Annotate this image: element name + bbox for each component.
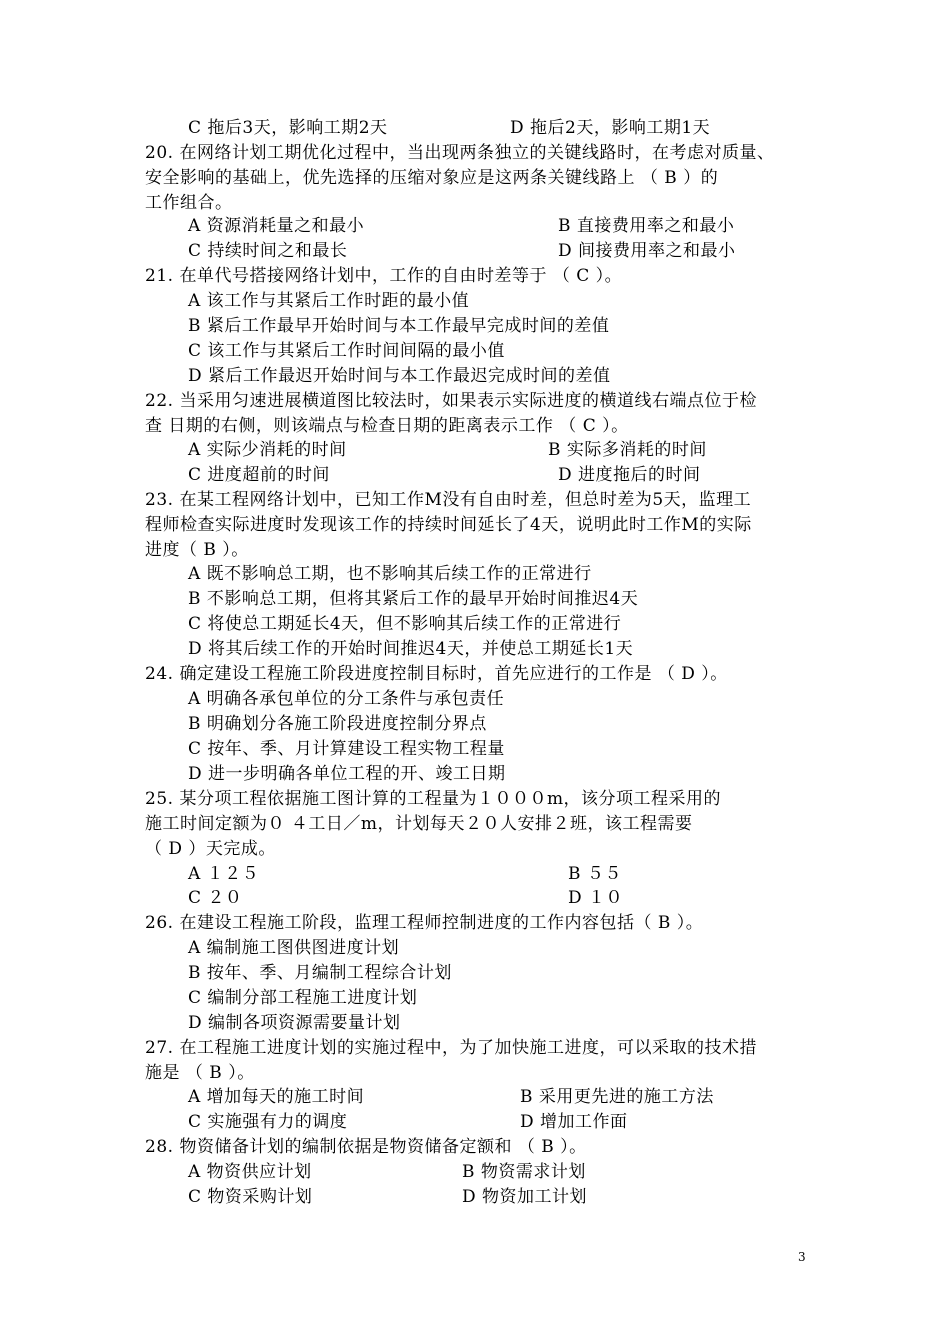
text-line: 26. 在建设工程施工阶段，监理工程师控制进度的工作内容包括（ B ）。 [145, 913, 704, 933]
option-text: C 物资采购计划 [188, 1187, 313, 1207]
text-line: 进度（ B ）。 [145, 540, 249, 560]
option-text: C ２０ [188, 888, 243, 908]
text-line: 25. 某分项工程依据施工图计算的工程量为１０００m，该分项工程采用的 [145, 789, 722, 809]
option-text: C 实施强有力的调度 [188, 1112, 348, 1132]
option-text: D 间接费用率之和最小 [558, 241, 736, 261]
page-number: 3 [798, 1250, 806, 1264]
option-text: B 按年、季、月编制工程综合计划 [188, 963, 452, 983]
option-text: D 编制各项资源需要量计划 [188, 1013, 401, 1033]
option-text: A 既不影响总工期，也不影响其后续工作的正常进行 [188, 564, 592, 584]
text-line: 施工时间定额为０ ４工日／m，计划每天２０人安排２班，该工程需要 [145, 814, 693, 834]
option-text: C 将使总工期延长4天，但不影响其后续工作的正常进行 [188, 614, 622, 634]
option-text: A 明确各承包单位的分工条件与承包责任 [188, 689, 505, 709]
option-text: B 不影响总工期，但将其紧后工作的最早开始时间推迟4天 [188, 589, 639, 609]
option-text: D 将其后续工作的开始时间推迟4天，并使总工期延长1天 [188, 639, 634, 659]
option-text: C 进度超前的时间 [188, 465, 330, 485]
option-text: A 资源消耗量之和最小 [188, 216, 365, 236]
text-line: 22. 当采用匀速进展横道图比较法时，如果表示实际进度的横道线右端点位于检 [145, 391, 757, 411]
text-line: 安全影响的基础上，优先选择的压缩对象应是这两条关键线路上 （ B ）的 [145, 168, 719, 188]
text-line: 20. 在网络计划工期优化过程中，当出现两条独立的关键线路时，在考虑对质量、 [145, 143, 775, 163]
text-line: 24. 确定建设工程施工阶段进度控制目标时，首先应进行的工作是 （ D ）。 [145, 664, 728, 684]
option-text: D 进一步明确各单位工程的开、竣工日期 [188, 764, 506, 784]
option-text: B 实际多消耗的时间 [548, 440, 707, 460]
option-text: B 紧后工作最早开始时间与本工作最早完成时间的差值 [188, 316, 610, 336]
option-text: D 增加工作面 [520, 1112, 628, 1132]
option-text: B 物资需求计划 [462, 1162, 586, 1182]
option-text: A 增加每天的施工时间 [188, 1087, 365, 1107]
option-text: D 物资加工计划 [462, 1187, 588, 1207]
text-line: 程师检查实际进度时发现该工作的持续时间延长了4天，说明此时工作M的实际 [145, 515, 752, 535]
option-text: C 按年、季、月计算建设工程实物工程量 [188, 739, 505, 759]
option-text: A 该工作与其紧后工作时距的最小值 [188, 291, 470, 311]
option-text: C 拖后3天，影响工期2天 [188, 118, 388, 138]
option-text: D 拖后2天，影响工期1天 [510, 118, 711, 138]
text-line: 28. 物资储备计划的编制依据是物资储备定额和 （ B ）。 [145, 1137, 587, 1157]
option-text: D 紧后工作最迟开始时间与本工作最迟完成时间的差值 [188, 366, 611, 386]
text-line: 工作组合。 [145, 193, 233, 213]
option-text: C 持续时间之和最长 [188, 241, 348, 261]
option-text: A 实际少消耗的时间 [188, 440, 347, 460]
option-text: B 明确划分各施工阶段进度控制分界点 [188, 714, 487, 734]
text-line: 施是 （ B ）。 [145, 1063, 255, 1083]
option-text: B 采用更先进的施工方法 [520, 1087, 714, 1107]
option-text: A 物资供应计划 [188, 1162, 312, 1182]
option-text: D 进度拖后的时间 [558, 465, 701, 485]
text-line: 21. 在单代号搭接网络计划中，工作的自由时差等于 （ C ）。 [145, 266, 623, 286]
option-text: A １２５ [188, 864, 260, 884]
option-text: A 编制施工图供图进度计划 [188, 938, 400, 958]
option-text: D １０ [568, 888, 624, 908]
option-text: B ５５ [568, 864, 622, 884]
text-line: （ D ）天完成。 [145, 839, 276, 859]
text-line: 查 日期的右侧，则该端点与检查日期的距离表示工作 （ C ）。 [145, 416, 629, 436]
option-text: C 编制分部工程施工进度计划 [188, 988, 418, 1008]
text-line: 27. 在工程施工进度计划的实施过程中，为了加快施工进度，可以采取的技术措 [145, 1038, 757, 1058]
option-text: B 直接费用率之和最小 [558, 216, 735, 236]
option-text: C 该工作与其紧后工作时间间隔的最小值 [188, 341, 505, 361]
text-line: 23. 在某工程网络计划中，已知工作M没有自由时差，但总时差为5天，监理工 [145, 490, 752, 510]
